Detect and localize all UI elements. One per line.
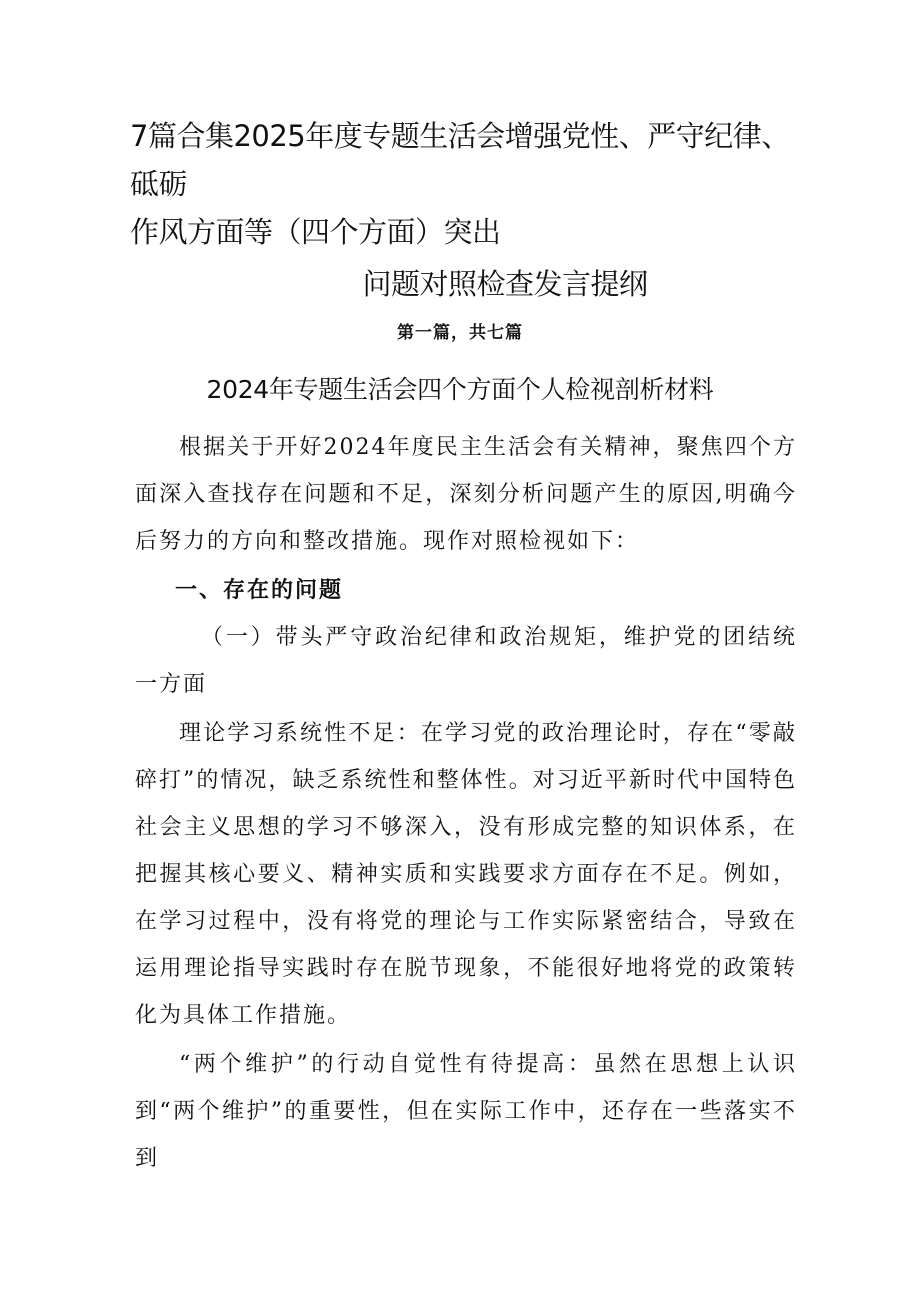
paragraph-two-safeguards: “两个维护”的行动自觉性有待提高：虽然在思想上认识到“两个维护”的重要性，但在实际工作中，还存在一些落实不到: [135, 1052, 797, 1171]
document-title: [130, 112, 810, 308]
heading-existing-problems: 一、存在的问题: [175, 577, 344, 603]
section-title: 2024年专题生活会四个方面个人检视剖析材料: [206, 375, 714, 404]
sub-heading-political-discipline: （一）带头严守政治纪律和政治规矩，维护党的团结统一方面: [135, 625, 797, 697]
title-line-3: 问题对照检查发言提纲: [362, 267, 648, 301]
intro-paragraph: 根据关于开好2024年度民主生活会有关精神，聚焦四个方面深入查找存在问题和不足，深刻分析问题产生的原因,明确今后努力的方向和整改措施。现作对照检视如下：: [135, 435, 797, 554]
title-line-2: 作风方面等（四个方面）突出: [130, 215, 501, 249]
part-label: 第一篇，共七篇: [397, 323, 523, 343]
paragraph-theory-study: 理论学习系统性不足：在学习党的政治理论时，存在“零敲碎打”的情况，缺乏系统性和整体性。对习近平新时代中国特色社会主义思想的学习不够深入，没有形成完整的知识体系，在把握其核心要义、精神实质和实践要求方面存在不足。例如，在学习过程中，没有将党的理论与工作实际紧密结合，导致在运用理论指导实践时存在脱节现象，不能很好地将党的政策转化为具体工作措施。: [135, 721, 797, 1028]
title-line-1: 7篇合集2025年度专题生活会增强党性、严守纪律、砥砺: [130, 119, 790, 201]
document-body: [135, 424, 797, 1182]
